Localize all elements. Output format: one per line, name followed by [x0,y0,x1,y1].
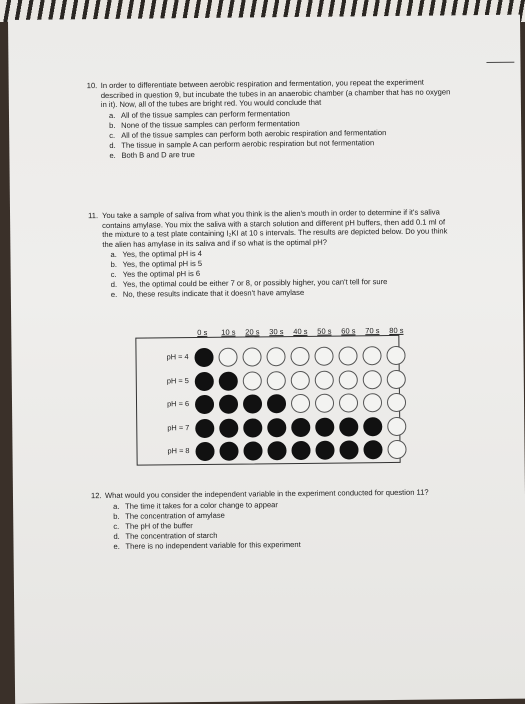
dark-well [339,440,358,459]
dark-well [195,442,214,461]
result-row [137,391,399,416]
dark-well [219,371,238,390]
light-well [243,371,262,390]
light-well [339,393,358,412]
time-label: 0 s [197,327,208,338]
option-d: d. The tissue in sample A can perform aerobic respiration but not fermentation [109,137,375,150]
dark-well [315,417,334,436]
question-number: 10. [86,81,98,91]
light-well [386,346,405,365]
option-b: b. The concentration of amylase [113,510,225,521]
light-well [290,347,309,366]
dark-well [315,441,334,460]
dark-well [243,418,262,437]
options-list [113,498,429,551]
dark-well [219,442,238,461]
option-e: e. There is no independent variable for this experiment [113,539,301,551]
light-well [362,346,381,365]
results-test-plate [135,335,400,466]
light-well [363,370,382,389]
ph-label: pH = 5 [166,375,189,385]
time-label: 40 s [293,326,308,337]
dark-well [339,417,358,436]
option-d: d. The concentration of starch [113,530,218,541]
dark-well [291,417,310,436]
dark-well [291,441,310,460]
option-a: a. All of the tissue samples can perform fermentation [108,108,290,120]
margin-mark: — — [486,52,513,69]
time-label: 80 s [389,325,404,336]
option-b: b. None of the tissue samples can perform fermentation [109,118,300,130]
light-well [387,416,406,435]
options-list [110,247,448,301]
worksheet-page [8,15,525,704]
question-text-line: contains amylase. You mix the saliva with a starch solution and different pH buffers, then add 0.1 ml of [102,217,446,230]
light-well [267,371,286,390]
light-well [387,440,406,459]
light-well [315,394,334,413]
dark-well [243,394,262,413]
question-11 [88,207,448,300]
question-text-line: You take a sample of saliva from what you think is the alien's mouth in order to determine if it's saliva [102,207,440,221]
dark-well [363,440,382,459]
dark-well [267,441,286,460]
question-10 [87,77,451,161]
light-well [242,347,261,366]
light-well [291,370,310,389]
option-c: c. The pH of the buffer [113,520,193,531]
light-well [387,369,406,388]
light-well [339,370,358,389]
options-list [109,107,451,161]
dark-well [219,418,238,437]
dark-well [194,348,213,367]
option-a: a. The time it takes for a color change to appear [113,499,278,511]
ph-label: pH = 8 [167,446,190,456]
light-well [266,347,285,366]
light-well [218,348,237,367]
question-text-line: the alien has amylase in its saliva and if so what is the optimal pH? [102,237,327,249]
light-well [314,347,333,366]
question-text-line: described in question 9, but incubate the tubes in an anaerobic chamber (a chamber that has no oxygen [100,86,451,100]
time-label: 70 s [365,326,380,336]
ph-label: pH = 6 [166,399,190,409]
time-label: 50 s [317,326,332,336]
ph-label: pH = 4 [166,352,189,362]
option-e: e. No, these results indicate that it doesn't have amylase [110,288,305,300]
light-well [315,370,334,389]
option-b: b. Yes, the optimal pH is 5 [110,259,203,270]
question-text-line: What would you consider the independent variable in the experiment conducted for question 11? [104,487,429,501]
light-well [363,393,382,412]
result-row [137,414,399,439]
option-c: c. Yes the optimal pH is 6 [110,269,201,280]
option-d: d. Yes, the optimal could be either 7 or 8, or possibly higher, you can't tell for sure [110,277,388,290]
dark-well [195,418,214,437]
result-row [137,438,399,463]
result-row [137,367,399,392]
dark-well [219,395,238,414]
dark-well [243,441,262,460]
option-a: a. Yes, the optimal pH is 4 [110,249,203,260]
question-text-line: the mixture to a test plate containing I₂KI at 10 s intervals. The results are depicted below. Do you think [102,226,448,240]
dark-well [267,418,286,437]
dark-well [195,395,214,414]
time-label: 20 s [245,327,260,337]
dark-well [267,394,286,413]
time-label: 30 s [269,327,284,337]
question-text-line: In order to differentiate between aerobic respiration and fermentation, you repeat the experiment [100,77,424,91]
question-12 [91,488,429,552]
light-well [387,393,406,412]
option-c: c. All of the tissue samples can perform both aerobic respiration and fermentation [109,127,387,140]
light-well [291,394,310,413]
option-e: e. Both B and D are true [109,149,195,160]
light-well [338,346,357,365]
dark-well [195,371,214,390]
result-row [136,344,398,369]
time-label: 10 s [221,327,236,337]
ph-label: pH = 7 [167,422,190,432]
dark-well [363,417,382,436]
time-label: 60 s [341,326,356,336]
question-number: 12. [90,491,102,501]
question-text-line: in it). Now, all of the tubes are bright red. You would conclude that [100,97,322,110]
question-number: 11. [88,211,99,221]
